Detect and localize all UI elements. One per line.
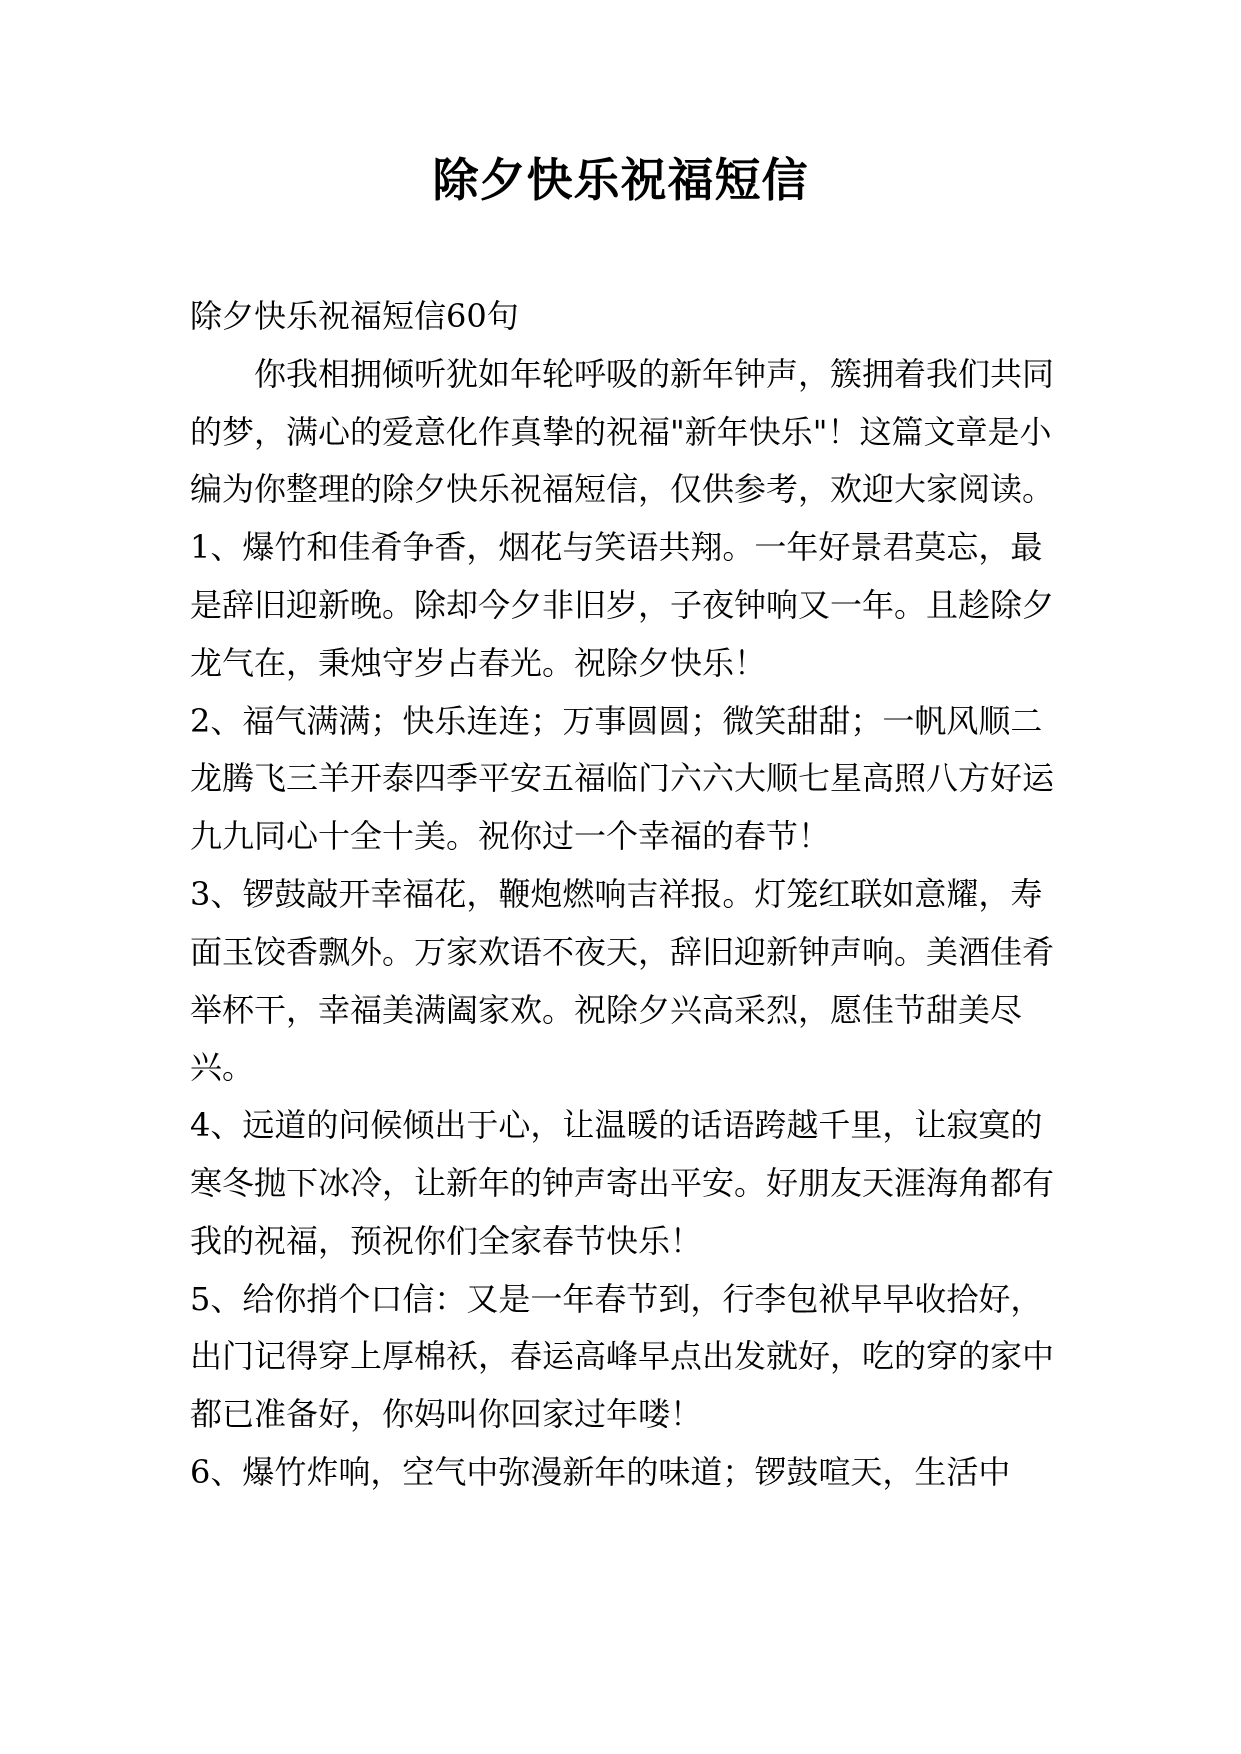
list-item: 3、锣鼓敲开幸福花，鞭炮燃响吉祥报。灯笼红联如意耀，寿面玉饺香飘外。万家欢语不夜天，辞旧迎新钟声响。美酒佳肴举杯干，幸福美满阖家欢。祝除夕兴高采烈，愿佳节甜美尽兴。 xyxy=(190,874,1055,1087)
document-body xyxy=(190,288,1070,1502)
list-item: 4、远道的问候倾出于心，让温暖的话语跨越千里，让寂寞的寒冬抛下冰冷，让新年的钟声寄出平安。好朋友天涯海角都有我的祝福，预祝你们全家春节快乐！ xyxy=(190,1106,1055,1260)
list-item: 2、福气满满；快乐连连；万事圆圆；微笑甜甜；一帆风顺二龙腾飞三羊开泰四季平安五福临门六六大顺七星高照八方好运九九同心十全十美。祝你过一个幸福的春节！ xyxy=(190,701,1055,856)
document-subtitle: 除夕快乐祝福短信60句 xyxy=(190,297,519,335)
list-item: 5、给你捎个口信：又是一年春节到，行李包袱早早收拾好，出门记得穿上厚棉袄，春运高峰早点出发就好，吃的穿的家中都已准备好，你妈叫你回家过年喽！ xyxy=(190,1279,1055,1434)
list-item: 1、爆竹和佳肴争香，烟花与笑语共翔。一年好景君莫忘，最是辞旧迎新晚。除却今夕非旧岁，子夜钟响又一年。且趁除夕龙气在，秉烛守岁占春光。祝除夕快乐！ xyxy=(190,528,1055,682)
document-title: 除夕快乐祝福短信 xyxy=(432,153,809,207)
intro-paragraph: 你我相拥倾听犹如年轮呼吸的新年钟声，簇拥着我们共同的梦，满心的爱意化作真挚的祝福"新年快乐"！这篇文章是小编为你整理的除夕快乐祝福短信，仅供参考，欢迎大家阅读。 xyxy=(190,354,1055,509)
list-item: 6、爆竹炸响，空气中弥漫新年的味道；锣鼓喧天，生活中 xyxy=(190,1452,1011,1491)
